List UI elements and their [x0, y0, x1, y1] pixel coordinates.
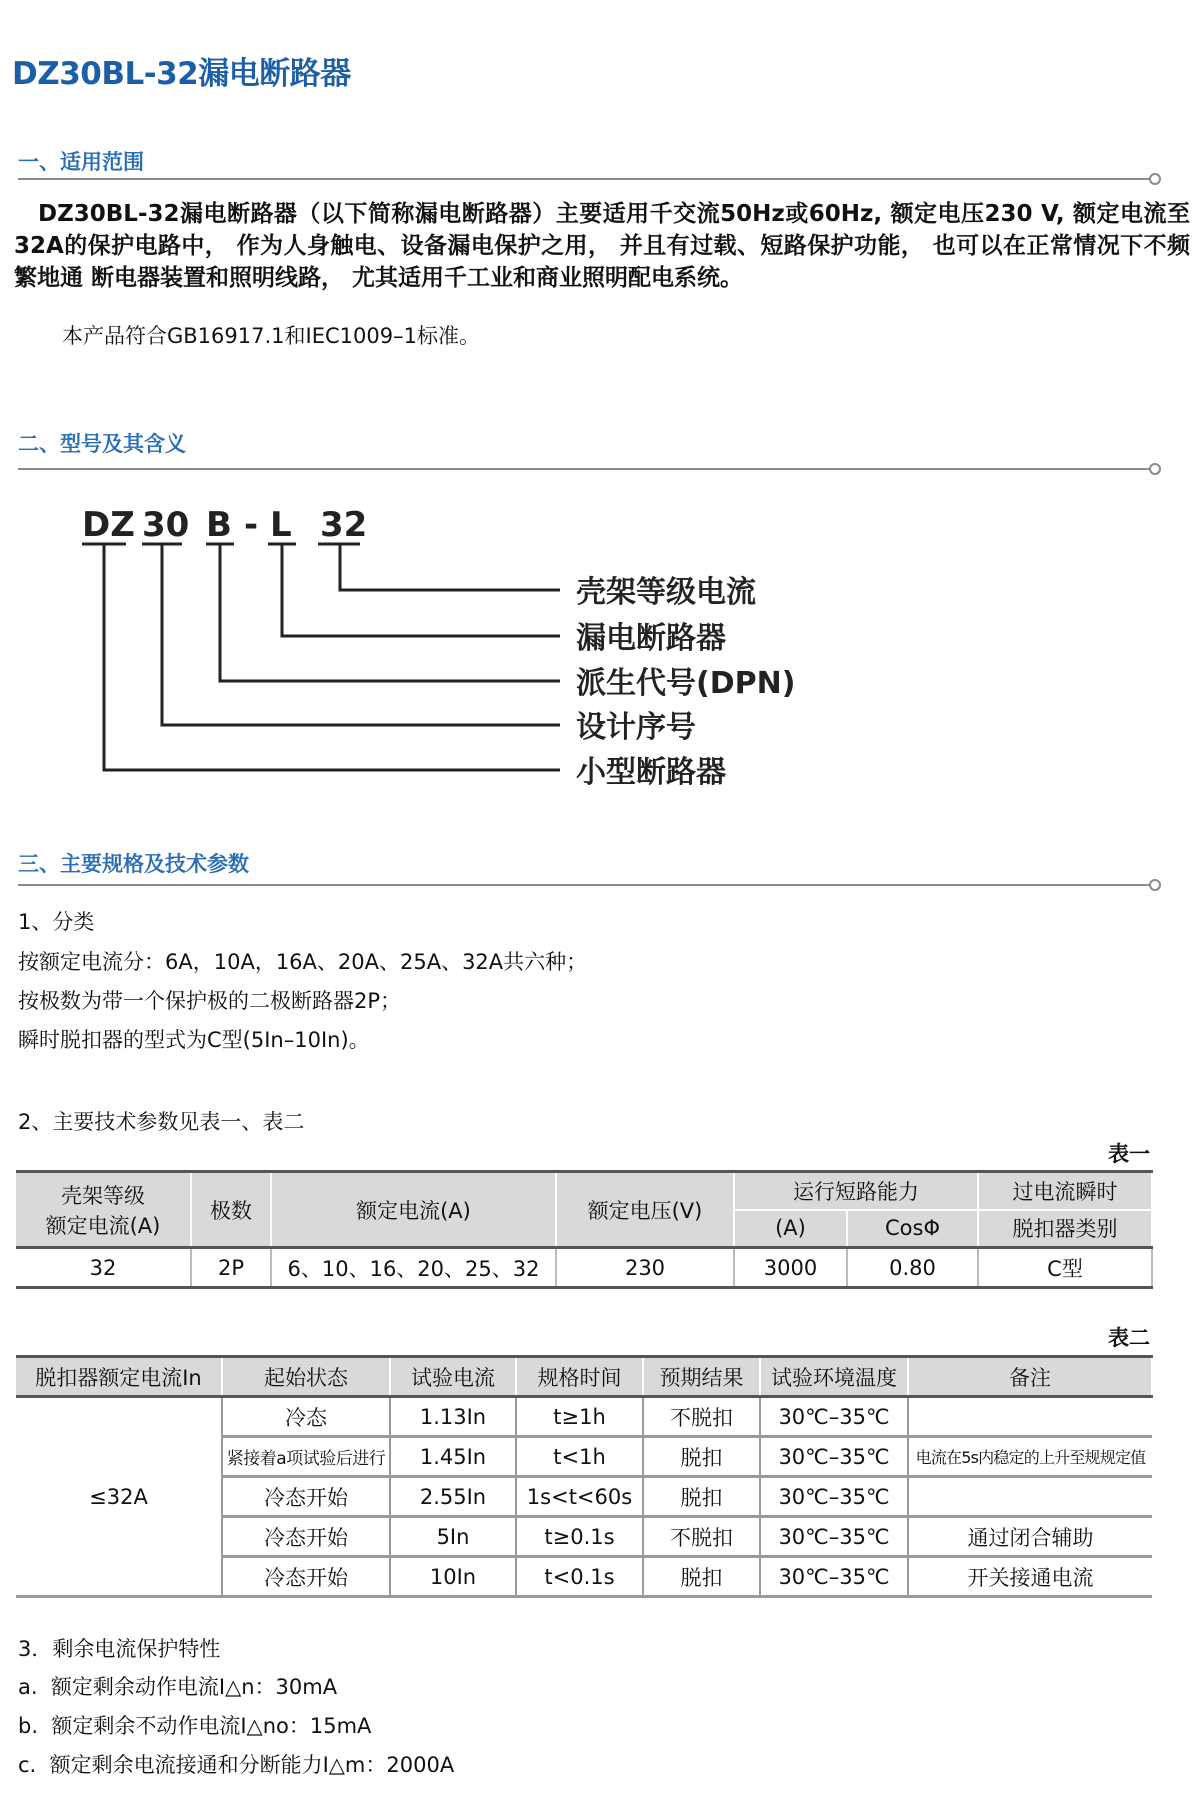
table-cell: 5In [390, 1517, 516, 1557]
th-trip-rated: 脱扣器额定电流In [16, 1357, 222, 1397]
th-test-current: 试验电流 [390, 1357, 516, 1397]
table-cell: 30℃–35℃ [760, 1477, 908, 1517]
section-heading-model: 二、型号及其含义 [18, 432, 186, 456]
classification-line: 按极数为带一个保护极的二极断路器2P； [18, 989, 402, 1013]
th-expected: 预期结果 [643, 1357, 760, 1397]
model-part-b: B [206, 505, 232, 545]
table1-caption: 表一 [1108, 1142, 1150, 1166]
meaning-frame-current: 壳架等级电流 [576, 575, 756, 610]
table-cell: 30℃–35℃ [760, 1557, 908, 1597]
th-poles: 极数 [191, 1172, 271, 1248]
th-spec-time: 规格时间 [516, 1357, 643, 1397]
th-rated-voltage: 额定电压(V) [556, 1172, 734, 1248]
table2 [16, 1355, 1153, 1598]
table-cell: 不脱扣 [643, 1397, 760, 1437]
meaning-mcb: 小型断路器 [576, 755, 726, 790]
th-short-cos: CosΦ [847, 1210, 978, 1248]
th-rated-current: 额定电流(A) [271, 1172, 556, 1248]
table-cell: C型 [978, 1248, 1152, 1288]
table-cell: 脱扣 [643, 1437, 760, 1477]
table-cell: 开关接通电流 [908, 1557, 1152, 1597]
th-ambient: 试验环境温度 [760, 1357, 908, 1397]
table2-caption: 表二 [1108, 1326, 1150, 1350]
residual-item: a. 额定剩余动作电流I△n：30mA [18, 1675, 338, 1699]
page-title: DZ30BL-32漏电断路器 [12, 56, 351, 92]
section-divider [18, 884, 1152, 886]
model-diagram [70, 498, 830, 798]
section-heading-scope: 一、适用范围 [18, 150, 144, 174]
table-cell: 冷态开始 [222, 1557, 390, 1597]
table-cell: 2P [191, 1248, 271, 1288]
table-cell: 30℃–35℃ [760, 1517, 908, 1557]
meaning-dpn: 派生代号(DPN) [576, 666, 796, 701]
merged-rated-in: ≤32A [16, 1397, 222, 1597]
th-initial-state: 起始状态 [222, 1357, 390, 1397]
section-divider [18, 178, 1152, 180]
model-part-32: 32 [320, 505, 368, 545]
th-trip-2: 脱扣器类别 [978, 1210, 1152, 1248]
table-cell: 脱扣 [643, 1477, 760, 1517]
model-part-l: L [270, 505, 292, 545]
residual-item: c. 额定剩余电流接通和分断能力I△m：2000A [18, 1753, 455, 1777]
table-cell: 1.45In [390, 1437, 516, 1477]
residual-title: 3．剩余电流保护特性 [18, 1637, 221, 1661]
standard-note: 本产品符合GB16917.1和IEC1009–1标准。 [62, 324, 480, 348]
section-heading-specs: 三、主要规格及技术参数 [18, 852, 249, 876]
table-cell: 不脱扣 [643, 1517, 760, 1557]
classification-line: 按额定电流分：6A，10A，16A、20A、25A、32A共六种； [18, 950, 588, 974]
table-cell: 冷态开始 [222, 1477, 390, 1517]
table-cell [908, 1477, 1152, 1517]
intro-paragraph: DZ30BL-32漏电断路器（以下简称漏电断路器）主要适用千交流50Hz或60Hz, 额定电压230 V, 额定电流至32A的保护电路中， 作为人身触电、设备漏电保护之用， 并且有过载、短路保护功能， 也可以在正常情况下不频繁地通 断电器装置和照明线路， 尤其适用千工业和商业照明配电系统。 [14, 201, 1190, 291]
th-short-circuit: 运行短路能力 [734, 1172, 978, 1210]
table-cell: 6、10、16、20、25、32 [271, 1248, 556, 1288]
th-trip-1: 过电流瞬时 [978, 1172, 1152, 1210]
table-cell: 0.80 [847, 1248, 978, 1288]
table-cell: t<1h [516, 1437, 643, 1477]
table-cell: 230 [556, 1248, 734, 1288]
model-part-dz: DZ [82, 505, 135, 545]
meaning-rcbo: 漏电断路器 [576, 621, 726, 656]
classification-line: 瞬时脱扣器的型式为C型(5In–10In)。 [18, 1028, 370, 1052]
model-part-dash: - [244, 505, 259, 545]
th-remarks: 备注 [908, 1357, 1152, 1397]
table-cell: 1s<t<60s [516, 1477, 643, 1517]
meaning-design-no: 设计序号 [576, 710, 696, 745]
table-cell: 冷态 [222, 1397, 390, 1437]
section-divider [18, 468, 1152, 470]
connector-b [220, 544, 560, 681]
table-cell: 紧接着a项试验后进行 [222, 1437, 390, 1477]
residual-item: b. 额定剩余不动作电流I△no：15mA [18, 1714, 372, 1738]
table-cell: 3000 [734, 1248, 847, 1288]
connector-32 [340, 544, 560, 590]
th-short-a: (A) [734, 1210, 847, 1248]
table-cell: 30℃–35℃ [760, 1397, 908, 1437]
table-cell: 2.55In [390, 1477, 516, 1517]
model-part-30: 30 [142, 505, 190, 545]
connector-dz [104, 544, 560, 770]
table-cell: t≥0.1s [516, 1517, 643, 1557]
table-cell: 1.13In [390, 1397, 516, 1437]
th-frame-current: 壳架等级 额定电流(A) [16, 1172, 191, 1248]
table-cell: 电流在5s内稳定的上升至规规定值 [908, 1437, 1152, 1477]
table-cell: 32 [16, 1248, 191, 1288]
table-cell: t≥1h [516, 1397, 643, 1437]
table-cell: 脱扣 [643, 1557, 760, 1597]
table-cell [908, 1397, 1152, 1437]
classification-title: 1、分类 [18, 910, 95, 934]
table-cell: 30℃–35℃ [760, 1437, 908, 1477]
params-title: 2、主要技术参数见表一、表二 [18, 1110, 305, 1134]
table-cell: 10In [390, 1557, 516, 1597]
table-cell: t<0.1s [516, 1557, 643, 1597]
table-cell: 通过闭合辅助 [908, 1517, 1152, 1557]
table1 [16, 1170, 1153, 1289]
table-cell: 冷态开始 [222, 1517, 390, 1557]
